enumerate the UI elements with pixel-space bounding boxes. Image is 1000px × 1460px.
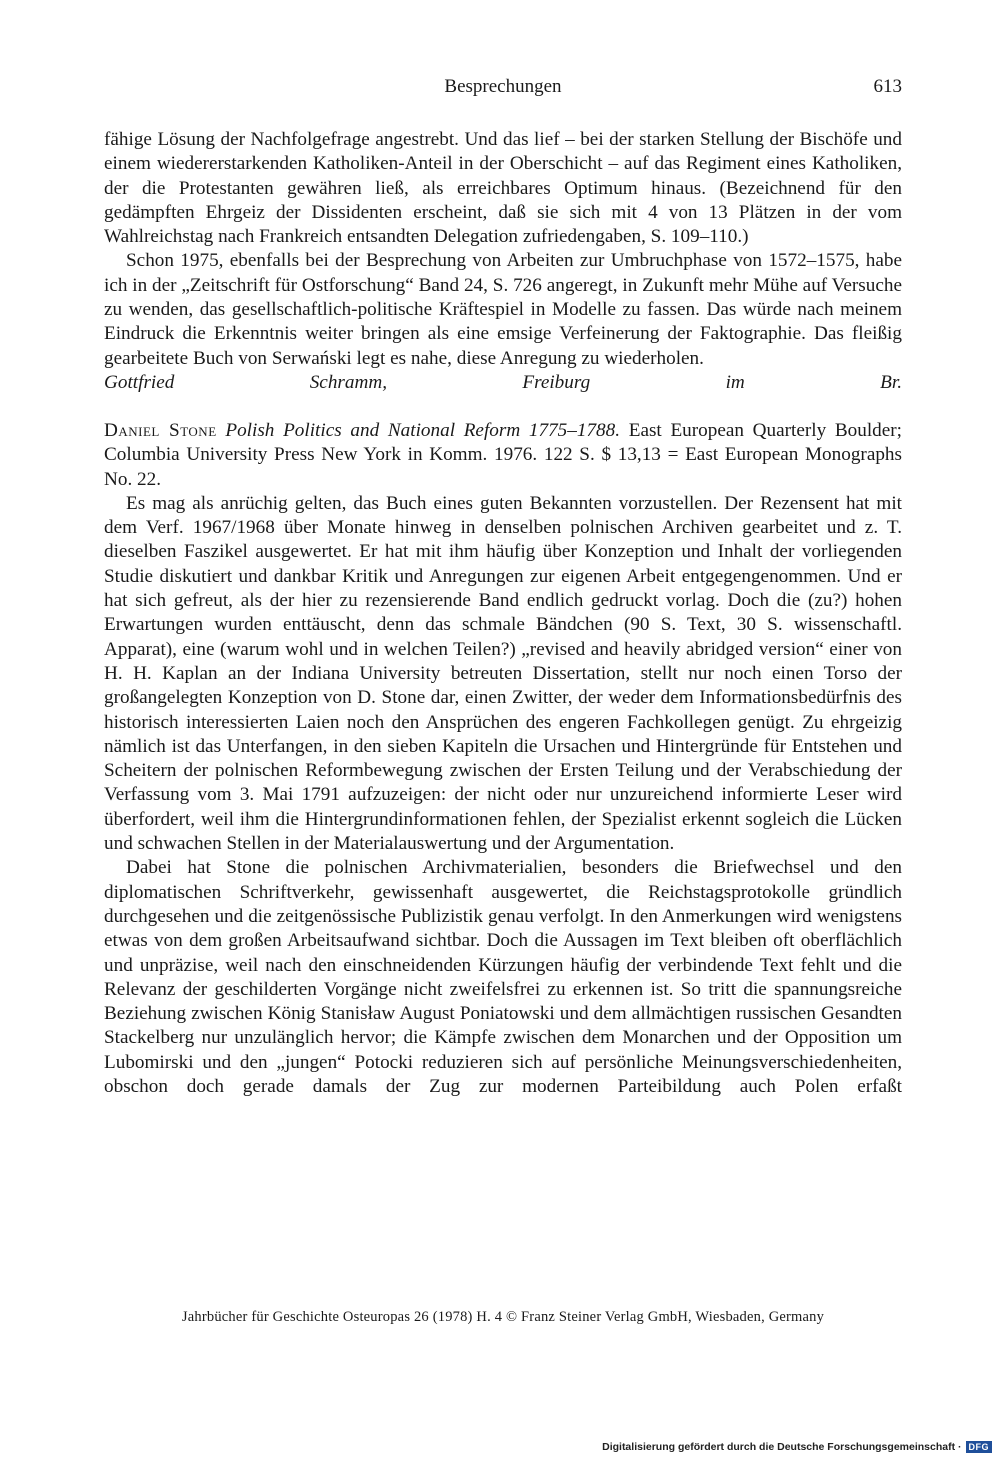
review2-bibliography: East European Quarterly Boulder; Columbia University Press New York in Komm. 1976. 122 S. $ 13,13 = East European Monographs No. 22. (104, 419, 903, 490)
dfg-logo-icon: DFG (966, 1441, 993, 1453)
review2-author: Daniel Stone (104, 419, 217, 441)
digitization-credit (602, 1441, 992, 1453)
digitization-text: Digitalisierung gefördert durch die Deutsche Forschungsgemeinschaft · (602, 1441, 962, 1453)
review2-paragraph-1: Es mag als anrüchig gelten, das Buch eines guten Bekannten vorzustellen. Der Rezensent hat mit dem Verf. 1967/1968 über Monate hinweg in denselben polnischen Archiven gearbeitet und z. T. dieselben Faszikel ausgewertet. Er hat mit ihm häufig über Konzeption und Inhalt der vorliegenden Studie diskutiert und dankbar Kritik und Anregungen zur eigenen Arbeit entgegengenommen. Und er hat sich gefreut, als der hier zu rezensierende Band endlich gedruckt vorlag. Doch die (zu?) hohen Erwartungen wurden enttäuscht, denn das schmale Bändchen (90 S. Text, 30 S. wissenschaftl. Apparat), eine (warum wohl und in welchen Teilen?) „revised and heavily abridged version“ einer von H. H. Kaplan an der Indiana University betreuten Dissertation, stellt nur noch einen Torso der großangelegten Konzeption von D. Stone dar, einen Zwitter, der weder dem Informationsbedürfnis des historisch interessierten Laien noch den Ansprüchen des engeren Fachkollegen genügt. Zu ehrgeizig nämlich ist das Unterfangen, in den sieben Kapiteln die Ursachen und Hintergründe für Entstehen und Scheitern der polnischen Reformbewegung zwischen der Ersten Teilung und der Verabschiedung der Verfassung vom 3. Mai 1791 aufzuzeigen: der nicht oder nur unzureichend informierte Leser wird überfordert, weil ihm die Hintergrundinformationen fehlen, der Spezialist erkennt sogleich die Lücken und schwachen Stellen in der Materialauswertung und der Argumentation. (104, 492, 902, 855)
section-gap (104, 397, 902, 419)
review2-bibliographic-entry (104, 419, 902, 492)
page-number: 613 (873, 76, 902, 97)
running-head-title: Besprechungen (444, 76, 562, 97)
review1-signature: Gottfried Schramm, Freiburg im Br. (104, 371, 902, 393)
review2-paragraph-2: Dabei hat Stone die polnischen Archivmaterialien, besonders die Briefwechsel und den diplomatischen Schriftverkehr, gewissenhaft ausgewertet, die Reichstagsprotokolle gründlich durchgesehen und die zeitgenössische Publizistik genau verfolgt. In den Anmerkungen wird wenigstens etwas von dem großen Arbeitsaufwand sichtbar. Doch die Aussagen im Text bleiben oft oberflächlich und unpräzise, weil nach den einschneidenden Kürzungen häufig der verbindende Text fehlt und die Relevanz der geschilderten Vorgänge nicht zweifelsfrei zu erkennen ist. So tritt die spannungsreiche Beziehung zwischen König Stanisław August Poniatowski und dem allmächtigen russischen Gesandten Stackelberg nur unzulänglich hervor; die Kämpfe zwischen dem Monarchen und der Opposition um Lubomirski und den „jungen“ Potocki reduzieren sich auf persönliche Meinungsverschiedenheiten, obschon doch gerade damals der Zug zur modernen Parteibildung auch Polen erfaßt (104, 857, 902, 1097)
running-head (104, 76, 902, 104)
review1-paragraph-2: Schon 1975, ebenfalls bei der Besprechung von Arbeiten zur Umbruchphase von 1572–1575, habe ich in der „Zeitschrift für Ostforschung“ Band 24, S. 726 angeregt, in Zukunft mehr Mühe auf Versuche zu wenden, das gesellschaftlich-politische Kräftespiel in Modelle zu fassen. Das würde nach meinem Eindruck die Erkenntnis weiter bringen als eine emsige Verfeinerung der Faktographie. Das fleißig gearbeitete Buch von Serwański legt es nahe, diese Anregung zu wiederholen. (104, 250, 902, 369)
body-text (104, 128, 902, 1099)
review1-continuation: fähige Lösung der Nachfolgefrage angestrebt. Und das lief – bei der starken Stellung der Bischöfe und einem wiedererstarkenden Katholiken-Anteil in der Oberschicht – auf das Regiment eines Katholiken, der die Protestanten gewähren ließ, als erreichbares Optimum hinaus. (Bezeichnend für den gedämpften Ehrgeiz der Dissidenten erscheint, daß sie sich mit 4 von 13 Plätzen in der vom Wahlreichstag nach Frankreich entsandten Delegation zufriedengaben, S. 109–110.) (104, 129, 902, 248)
review2-book-title: Polish Politics and National Reform 1775–1788. (225, 419, 621, 441)
journal-footer: Jahrbücher für Geschichte Osteuropas 26 (1978) H. 4 © Franz Steiner Verlag GmbH, Wiesbaden, Germany (181, 1309, 825, 1325)
